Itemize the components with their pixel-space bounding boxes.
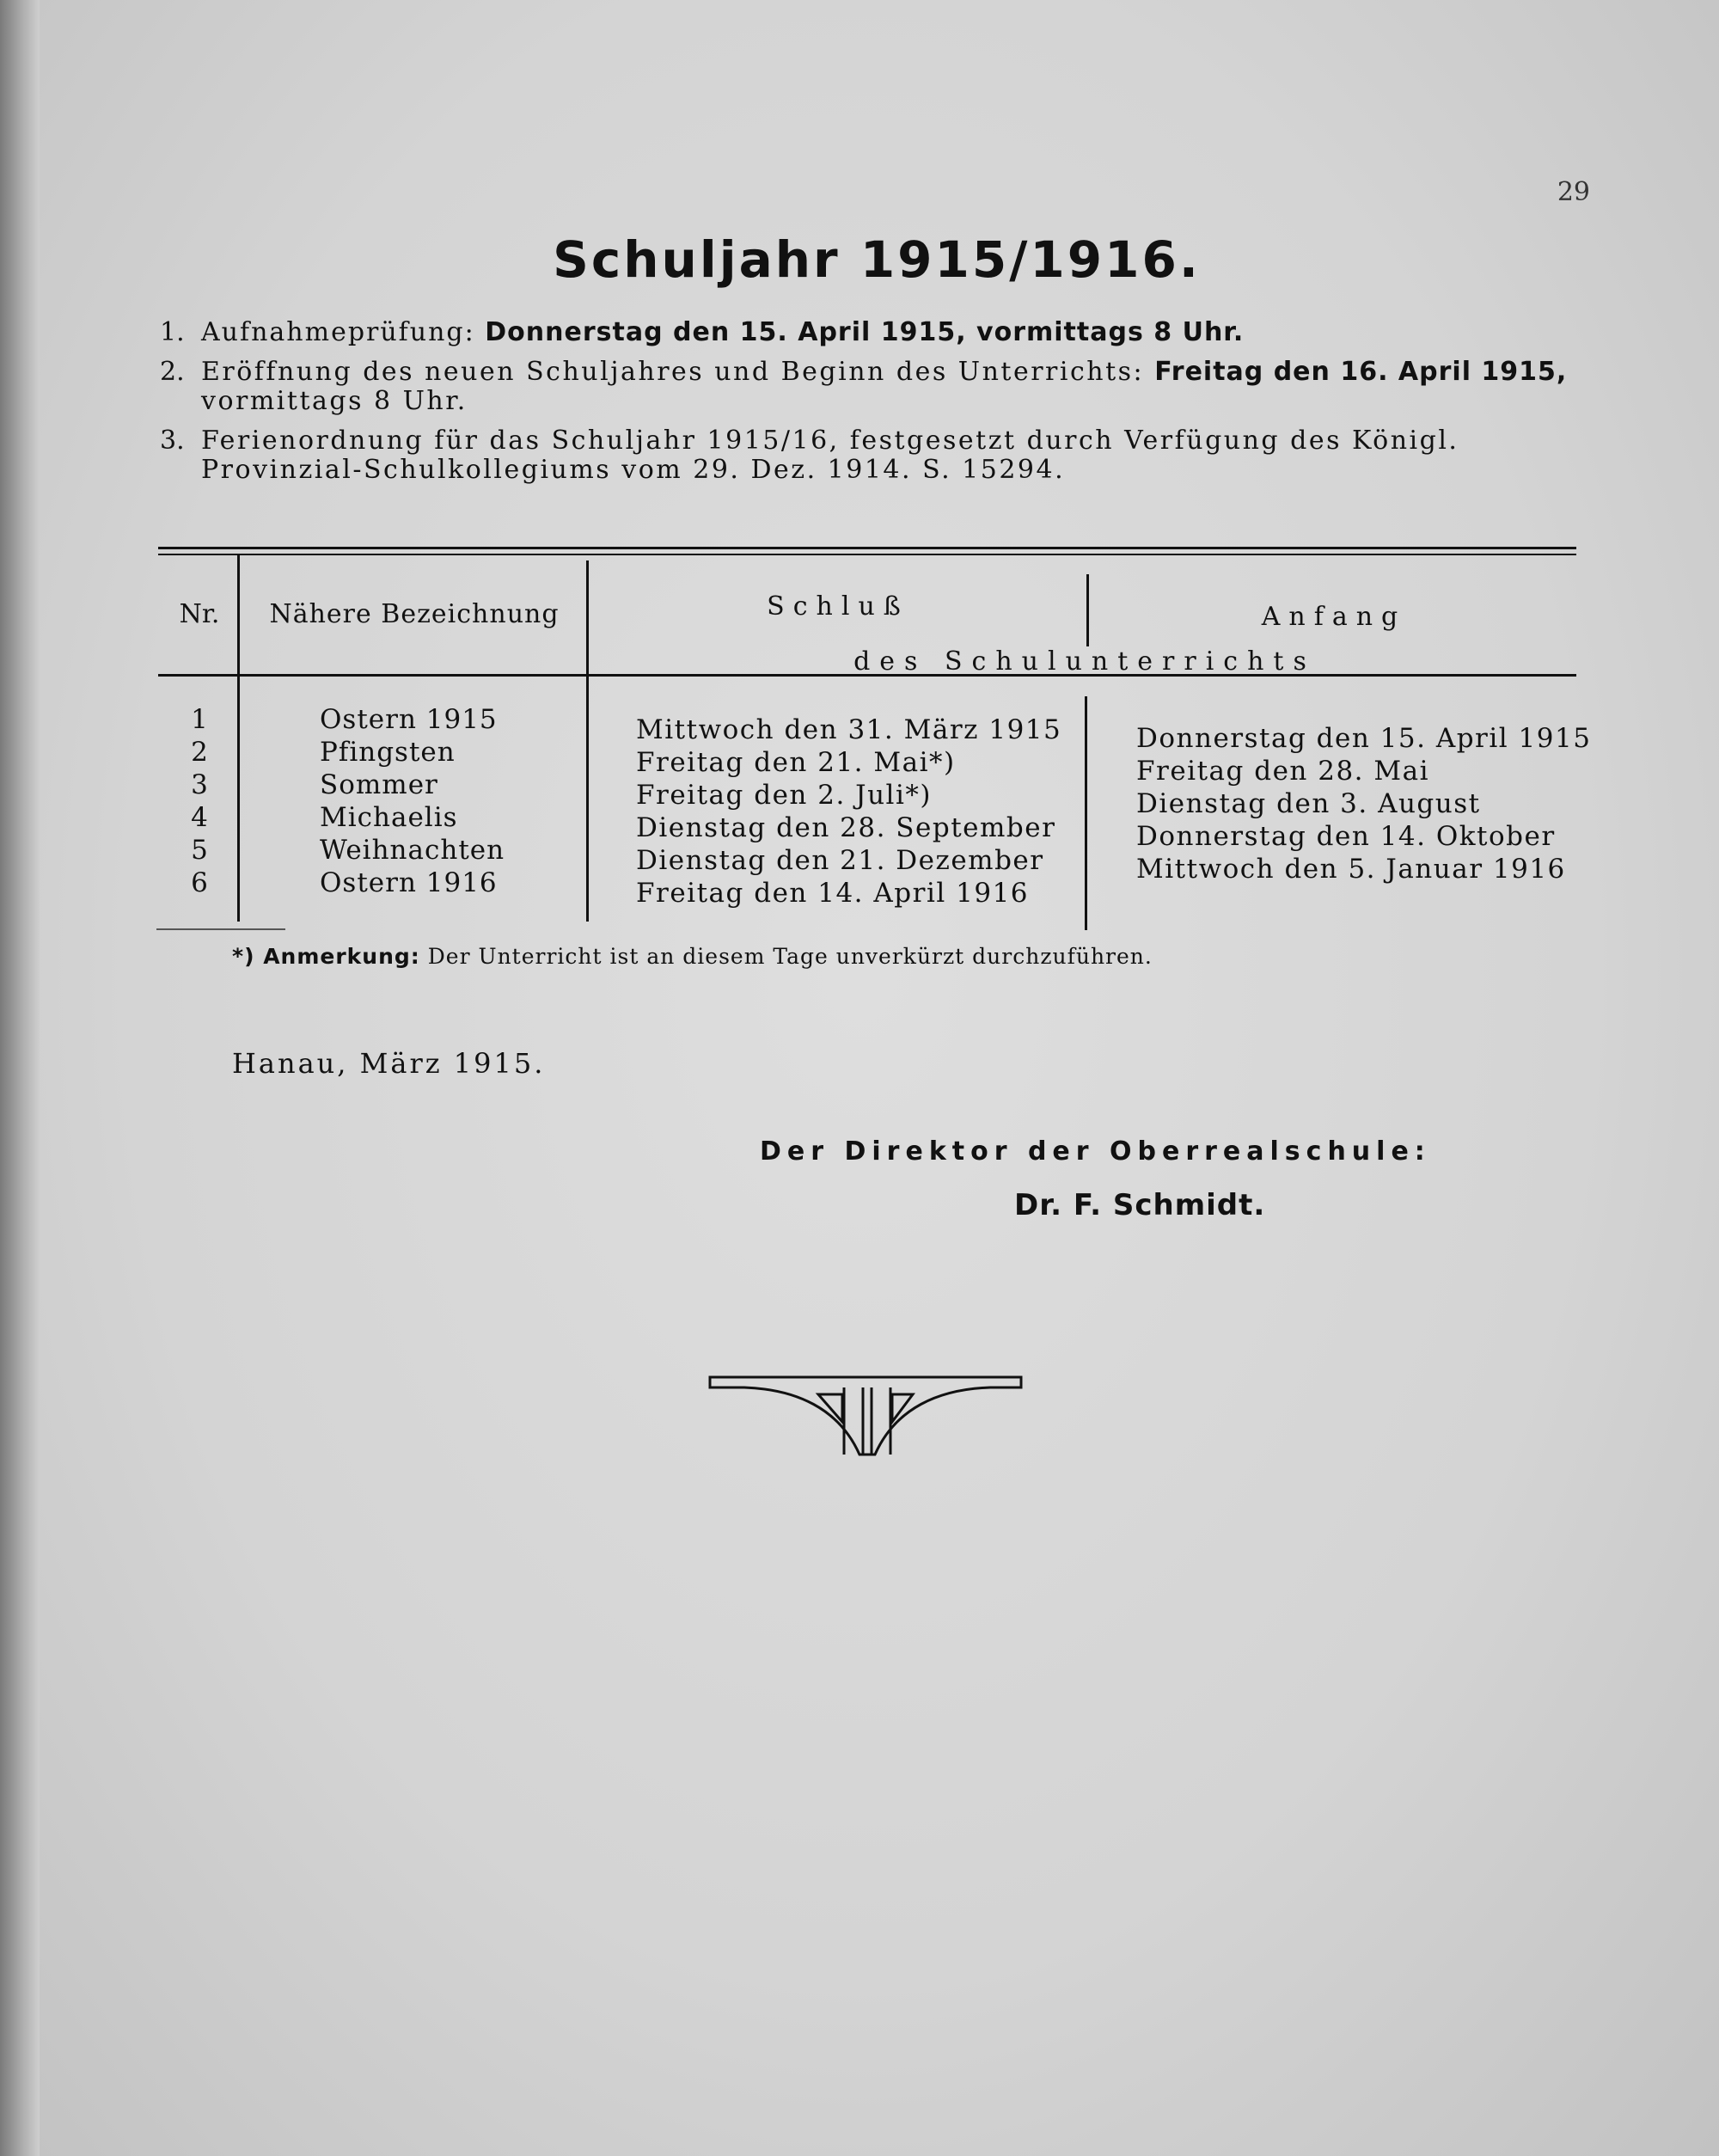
info-item-number: 1. xyxy=(160,317,185,347)
cell-anfang: Donnerstag den 14. Oktober xyxy=(1136,821,1556,852)
decorative-ornament-icon xyxy=(707,1369,1025,1458)
cell-bezeichnung: Weihnachten xyxy=(320,835,505,866)
cell-schluss: Freitag den 14. April 1916 xyxy=(636,878,1030,909)
signature-role: Der Direktor der Oberrealschule: xyxy=(760,1136,1431,1167)
cell-bezeichnung: Michaelis xyxy=(320,802,458,833)
info-item-label: Aufnahmeprüfung: xyxy=(201,317,486,347)
page-title: Schuljahr 1915/1916. xyxy=(553,230,1201,289)
cell-anfang: Mittwoch den 5. Januar 1916 xyxy=(1136,854,1566,885)
footnote xyxy=(232,944,1153,969)
cell-nr: 6 xyxy=(191,867,208,898)
cell-anfang: Freitag den 28. Mai xyxy=(1136,756,1430,787)
cell-schluss: Dienstag den 28. September xyxy=(636,812,1056,843)
cell-bezeichnung: Ostern 1916 xyxy=(320,867,498,898)
signature-name: Dr. F. Schmidt. xyxy=(1014,1188,1266,1222)
cell-nr: 2 xyxy=(191,737,208,768)
header-anfang: Anfang xyxy=(1261,602,1407,632)
table-divider xyxy=(237,554,240,922)
cell-nr: 1 xyxy=(191,704,208,735)
cell-schluss: Mittwoch den 31. März 1915 xyxy=(636,714,1062,745)
column-schluss xyxy=(636,714,1061,910)
table-top-rule xyxy=(158,547,1576,549)
info-item-suffix: vormittags 8 Uhr. xyxy=(201,386,468,416)
cell-schluss: Dienstag den 21. Dezember xyxy=(636,845,1044,876)
cell-nr: 5 xyxy=(191,835,208,866)
cell-bezeichnung: Pfingsten xyxy=(320,737,456,768)
table-divider xyxy=(586,560,589,922)
header-nr: Nr. xyxy=(179,599,220,629)
page-binding-edge xyxy=(0,0,40,2156)
footnote-marker: *) Anmerkung: xyxy=(232,944,420,969)
cell-anfang: Donnerstag den 15. April 1915 xyxy=(1136,723,1592,754)
column-nr xyxy=(163,703,236,899)
info-list xyxy=(160,318,1587,495)
cell-schluss: Freitag den 21. Mai*) xyxy=(636,747,956,778)
header-des-schulunterrichts: des Schulunterrichts xyxy=(853,646,1316,677)
cell-bezeichnung: Ostern 1915 xyxy=(320,704,498,735)
header-schluss: Schluß xyxy=(767,591,909,622)
info-item-1 xyxy=(160,318,1587,347)
cell-nr: 3 xyxy=(191,769,208,800)
info-item-number: 3. xyxy=(160,426,185,456)
header-bezeichnung: Nähere Bezeichnung xyxy=(269,599,560,629)
info-item-value: Donnerstag den 15. April 1915, vormittags 8 Uhr. xyxy=(485,317,1245,347)
footnote-text: Der Unterricht ist an diesem Tage unverkürzt durchzuführen. xyxy=(419,944,1153,969)
info-item-3 xyxy=(160,426,1587,485)
info-item-2 xyxy=(160,358,1587,416)
table-divider xyxy=(1085,696,1087,930)
cell-bezeichnung: Sommer xyxy=(320,769,438,800)
place-date: Hanau, März 1915. xyxy=(232,1047,546,1080)
info-item-label: Eröffnung des neuen Schuljahres und Beginn des Unterrichts: xyxy=(201,357,1155,387)
cell-anfang: Dienstag den 3. August xyxy=(1136,788,1481,819)
cell-schluss: Freitag den 2. Juli*) xyxy=(636,780,932,811)
info-item-number: 2. xyxy=(160,357,185,387)
footnote-rule xyxy=(156,928,285,930)
info-item-label: Ferienordnung für das Schuljahr 1915/16, festgesetzt durch Verfügung des Königl. Provinzial-Schulkollegiums vom 29. Dez. 1914. S. 15294. xyxy=(201,426,1459,485)
column-bezeichnung xyxy=(320,703,505,899)
column-anfang xyxy=(1136,722,1591,885)
table-divider xyxy=(1086,574,1089,646)
cell-nr: 4 xyxy=(191,802,208,833)
info-item-value: Freitag den 16. April 1915, xyxy=(1154,357,1568,387)
table-top-rule-thin xyxy=(158,554,1576,555)
page-number: 29 xyxy=(1557,177,1590,207)
